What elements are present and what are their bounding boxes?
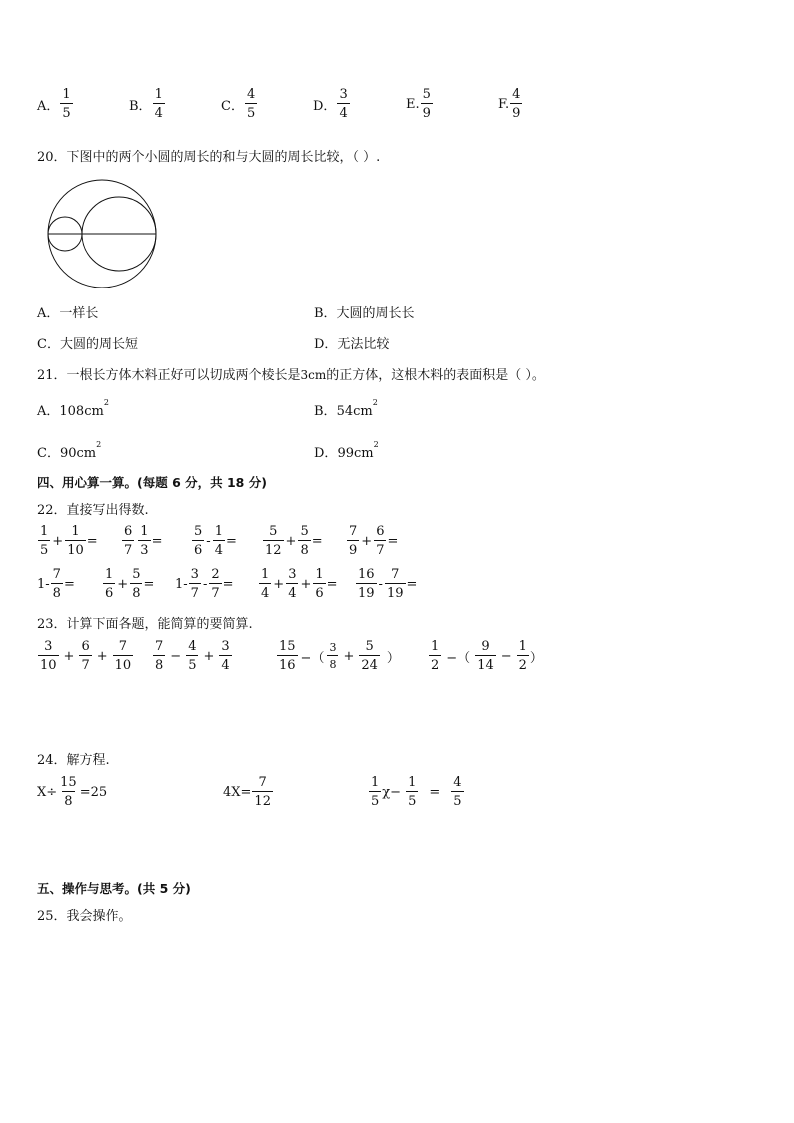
numerator: 1 bbox=[140, 524, 149, 539]
denominator: 12 bbox=[263, 540, 284, 557]
numerator: 3 bbox=[44, 639, 53, 654]
denominator: 5 bbox=[451, 791, 463, 808]
q21-option-d bbox=[314, 442, 379, 461]
denominator: 2 bbox=[517, 655, 529, 672]
denominator: 4 bbox=[286, 583, 298, 600]
denominator: 2 bbox=[429, 655, 441, 672]
option-label: C． bbox=[221, 98, 244, 114]
q22-expr-5 bbox=[346, 525, 398, 557]
q21-text-before: 21．一根长方体木料正好可以切成两个棱长是 bbox=[37, 368, 301, 383]
denominator: 9 bbox=[421, 103, 433, 120]
denominator: 8 bbox=[298, 540, 310, 557]
option-value: 99cm bbox=[337, 446, 374, 461]
q20-option-d: D．无法比较 bbox=[314, 337, 390, 352]
operator: + bbox=[285, 533, 297, 549]
operator: + bbox=[300, 576, 312, 592]
q21-question bbox=[37, 364, 545, 383]
numerator: 3 bbox=[190, 567, 199, 582]
denominator: 5 bbox=[38, 540, 50, 557]
numerator: 3 bbox=[339, 87, 348, 102]
operator: + bbox=[203, 648, 215, 664]
numerator: 5 bbox=[194, 524, 203, 539]
denominator: 14 bbox=[475, 655, 496, 672]
numerator: 6 bbox=[81, 639, 90, 654]
denominator: 4 bbox=[337, 103, 349, 120]
option-label: F. bbox=[498, 96, 510, 112]
option-label: B． bbox=[314, 404, 337, 419]
denominator: 19 bbox=[385, 583, 406, 600]
numerator: 7 bbox=[52, 567, 61, 582]
q22-expr-2 bbox=[121, 525, 162, 557]
option-label: B． bbox=[129, 98, 152, 114]
numerator: 1 bbox=[371, 775, 380, 790]
denominator: 10 bbox=[113, 655, 134, 672]
numerator: 7 bbox=[155, 639, 164, 654]
numerator: 1 bbox=[518, 639, 527, 654]
q21-option-c bbox=[37, 442, 101, 461]
numerator: 5 bbox=[422, 87, 431, 102]
option-exponent: 2 bbox=[373, 440, 379, 449]
q25-question: 25．我会操作。 bbox=[37, 909, 132, 924]
option-value: 90cm bbox=[59, 446, 97, 461]
numerator: 1 bbox=[315, 567, 324, 582]
operator: + bbox=[361, 533, 373, 549]
option-value: 108cm bbox=[59, 404, 104, 419]
numerator: 7 bbox=[349, 524, 358, 539]
q20-option-b: B．大圆的周长长 bbox=[314, 306, 415, 321]
q19-option-e bbox=[406, 88, 434, 120]
option-label: C． bbox=[37, 446, 60, 461]
q19-options bbox=[37, 88, 557, 128]
numerator: 1 bbox=[408, 775, 417, 790]
option-label: A． bbox=[37, 98, 60, 114]
denominator: 4 bbox=[213, 540, 225, 557]
q23-expr-1 bbox=[37, 640, 134, 672]
q22-expr-4 bbox=[262, 525, 323, 557]
denominator: 4 bbox=[219, 655, 231, 672]
q22-expr-1 bbox=[37, 525, 98, 557]
close-paren: ） bbox=[386, 650, 400, 666]
option-label: E. bbox=[406, 96, 420, 112]
operator: − bbox=[500, 648, 512, 664]
operator: −（ bbox=[300, 650, 325, 666]
q23-expr-3 bbox=[276, 640, 400, 672]
option-exponent: 2 bbox=[103, 398, 109, 407]
denominator: 8 bbox=[62, 791, 74, 808]
q21-text-after: 的正方体，这根木料的表面积是（ ）。 bbox=[326, 368, 545, 383]
q19-option-c bbox=[221, 88, 258, 120]
numerator: 6 bbox=[124, 524, 133, 539]
q24-question: 24．解方程. bbox=[37, 753, 110, 768]
operator: - bbox=[202, 576, 208, 592]
operator: + bbox=[273, 576, 285, 592]
denominator: 8 bbox=[51, 583, 63, 600]
operator: −（ bbox=[446, 650, 471, 666]
section-5-title: 五、操作与思考。(共 5 分) bbox=[37, 881, 191, 896]
circles-figure bbox=[44, 178, 160, 288]
numerator: 5 bbox=[365, 639, 374, 654]
denominator: 5 bbox=[245, 103, 257, 120]
numerator: 15 bbox=[60, 775, 77, 790]
numerator: 7 bbox=[118, 639, 128, 654]
q23-expr-4 bbox=[428, 640, 543, 672]
q20-option-a: A．一样长 bbox=[37, 306, 99, 321]
denominator: 10 bbox=[38, 655, 59, 672]
lead-term: 4X= bbox=[223, 784, 252, 800]
close-paren: ） bbox=[529, 650, 543, 666]
denominator: 7 bbox=[79, 655, 91, 672]
numerator: 1 bbox=[214, 524, 223, 539]
operator: − bbox=[170, 648, 182, 664]
q22-expr-10 bbox=[355, 568, 417, 600]
q22-expr-8 bbox=[175, 568, 234, 600]
numerator: 9 bbox=[481, 639, 490, 654]
operator: + bbox=[343, 648, 355, 664]
denominator: 5 bbox=[406, 791, 418, 808]
denominator: 24 bbox=[359, 655, 380, 672]
numerator: 1 bbox=[40, 524, 49, 539]
option-label: A． bbox=[37, 404, 60, 419]
equals-sign: = bbox=[387, 533, 399, 549]
numerator: 3 bbox=[288, 567, 297, 582]
numerator: 3 bbox=[329, 641, 337, 654]
numerator: 1 bbox=[62, 87, 71, 102]
q21-option-b bbox=[314, 400, 378, 419]
operator: - bbox=[206, 533, 211, 549]
option-exponent: 2 bbox=[372, 398, 378, 407]
equals-sign: = bbox=[143, 576, 155, 592]
numerator: 4 bbox=[246, 87, 256, 102]
denominator: 4 bbox=[153, 103, 165, 120]
equals-sign: = bbox=[63, 576, 75, 592]
numerator: 1 bbox=[105, 567, 114, 582]
equals-sign: = bbox=[311, 533, 323, 549]
denominator: 10 bbox=[65, 540, 86, 557]
numerator: 1 bbox=[154, 87, 163, 102]
q24-equation-1 bbox=[37, 776, 107, 808]
numerator: 5 bbox=[132, 567, 141, 582]
q24-equation-3 bbox=[368, 776, 465, 808]
option-label: D． bbox=[314, 446, 338, 461]
denominator: 19 bbox=[356, 583, 377, 600]
tail-term: =25 bbox=[79, 784, 108, 800]
q22-question: 22．直接写出得数. bbox=[37, 503, 149, 518]
option-label: D． bbox=[313, 98, 337, 114]
denominator: 8 bbox=[130, 583, 142, 600]
numerator: 4 bbox=[188, 639, 197, 654]
denominator: 6 bbox=[103, 583, 115, 600]
denominator: 7 bbox=[122, 540, 134, 557]
lead-term: 1- bbox=[37, 576, 50, 592]
operator: + bbox=[96, 648, 108, 664]
denominator: 8 bbox=[153, 655, 165, 672]
q22-expr-6 bbox=[37, 568, 75, 600]
numerator: 2 bbox=[211, 567, 220, 582]
q22-expr-9 bbox=[258, 568, 338, 600]
q22-expr-7 bbox=[102, 568, 154, 600]
denominator: 7 bbox=[209, 583, 221, 600]
equals-sign: = bbox=[86, 533, 98, 549]
numerator: 4 bbox=[512, 87, 521, 102]
q20-question: 20．下图中的两个小圆的周长的和与大圆的周长比较，（ ）. bbox=[37, 150, 381, 165]
numerator: 4 bbox=[453, 775, 462, 790]
denominator: 8 bbox=[327, 655, 338, 670]
numerator: 5 bbox=[300, 524, 309, 539]
numerator: 16 bbox=[358, 567, 375, 582]
equals-sign: = bbox=[429, 784, 441, 800]
denominator: 5 bbox=[60, 103, 72, 120]
q19-option-d bbox=[313, 88, 351, 120]
numerator: 15 bbox=[279, 639, 296, 654]
q23-question: 23．计算下面各题，能简算的要简算. bbox=[37, 617, 253, 632]
denominator: 6 bbox=[313, 583, 325, 600]
numerator: 7 bbox=[258, 775, 267, 790]
q24-equation-2 bbox=[223, 776, 274, 808]
numerator: 1 bbox=[431, 639, 440, 654]
q21-option-a bbox=[37, 400, 109, 419]
denominator: 12 bbox=[252, 791, 273, 808]
q19-option-a bbox=[37, 88, 74, 120]
q19-option-f bbox=[498, 88, 523, 120]
equals-sign: = bbox=[151, 533, 163, 549]
operator: + bbox=[117, 576, 129, 592]
denominator: 5 bbox=[186, 655, 198, 672]
equals-sign: = bbox=[326, 576, 338, 592]
equals-sign: = bbox=[222, 576, 234, 592]
option-value: 54cm bbox=[336, 404, 373, 419]
denominator: 7 bbox=[374, 540, 386, 557]
option-exponent: 2 bbox=[96, 440, 102, 449]
denominator: 9 bbox=[347, 540, 359, 557]
denominator: 3 bbox=[138, 540, 150, 557]
lead-term: X÷ bbox=[37, 784, 58, 800]
numerator: 1 bbox=[261, 567, 270, 582]
operator: + bbox=[63, 648, 75, 664]
numerator: 6 bbox=[376, 524, 385, 539]
q21-edge-length: 3cm bbox=[300, 368, 327, 382]
numerator: 7 bbox=[391, 567, 400, 582]
q19-option-b bbox=[129, 88, 166, 120]
q22-expr-3 bbox=[191, 525, 237, 557]
lead-term: 1- bbox=[175, 576, 188, 592]
numerator: 1 bbox=[71, 524, 80, 539]
numerator: 5 bbox=[269, 524, 278, 539]
denominator: 16 bbox=[277, 655, 298, 672]
equals-sign: = bbox=[225, 533, 237, 549]
variable-term: χ− bbox=[382, 784, 402, 800]
q23-expr-2 bbox=[152, 640, 233, 672]
numerator: 3 bbox=[221, 639, 230, 654]
operator: + bbox=[52, 533, 64, 549]
denominator: 5 bbox=[369, 791, 381, 808]
equals-sign: = bbox=[406, 576, 418, 592]
denominator: 6 bbox=[192, 540, 204, 557]
q20-option-c: C．大圆的周长短 bbox=[37, 337, 138, 352]
operator: - bbox=[378, 576, 383, 592]
section-4-title: 四、用心算一算。(每题 6 分，共 18 分) bbox=[37, 475, 267, 490]
denominator: 7 bbox=[189, 583, 201, 600]
denominator: 4 bbox=[259, 583, 271, 600]
denominator: 9 bbox=[510, 103, 522, 120]
